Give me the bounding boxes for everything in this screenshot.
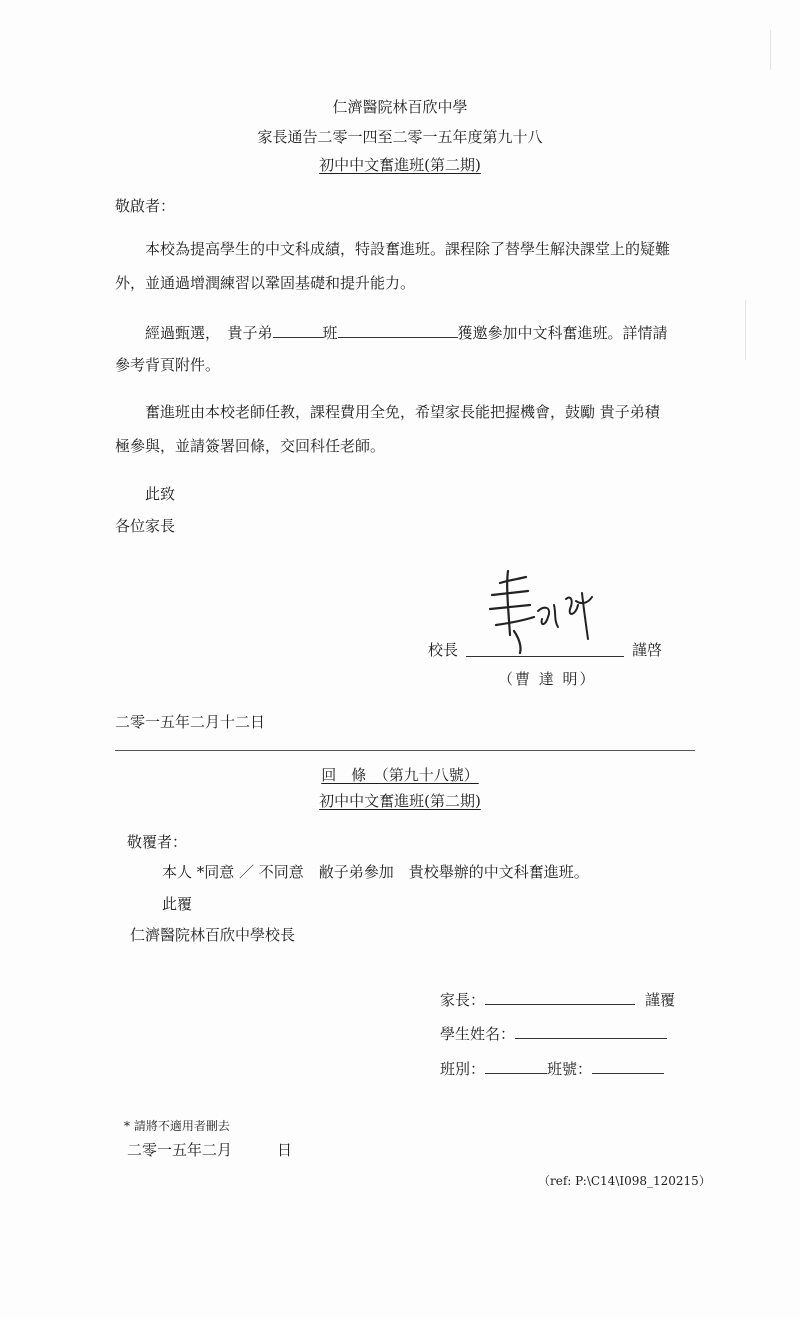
invitation-text: 獲邀參加中文科奮進班。詳情請	[457, 324, 668, 342]
reply-subject: 初中中文奮進班(第二期)	[319, 792, 481, 810]
principal-suffix: 謹啓	[632, 641, 663, 659]
scan-mark	[770, 30, 771, 70]
paragraph-2-line-1	[145, 321, 668, 343]
principal-name: （曹 達 明）	[498, 670, 597, 688]
class-field-label: 班別：	[440, 1060, 486, 1078]
parent-signature-field[interactable]	[485, 988, 635, 1005]
parent-suffix: 謹覆	[645, 991, 676, 1009]
paragraph-3-line-1: 奮進班由本校老師任教，課程費用全免，希望家長能把握機會，鼓勵 貴子弟積	[145, 403, 660, 421]
salutation: 敬啟者：	[115, 197, 176, 215]
paragraph-1-line-1: 本校為提高學生的中文科成績，特設奮進班。課程除了替學生解決課堂上的疑難	[145, 240, 671, 258]
reference-code: （ref: P:\C14\I098_120215）	[538, 1174, 711, 1188]
selection-text: 經過甄選， 貴子弟	[145, 324, 273, 342]
reply-salutation: 敬覆者：	[127, 833, 188, 851]
parent-label: 家長：	[440, 991, 486, 1009]
class-label: 班	[322, 324, 338, 342]
tear-line	[115, 750, 695, 751]
student-name-row	[440, 1022, 667, 1044]
reply-title: 回 條 （第九十八號）	[321, 766, 479, 784]
reply-statement: 本人 *同意 ／ 不同意 敝子弟參加 貴校舉辦的中文科奮進班。	[162, 863, 589, 881]
school-name: 仁濟醫院林百欣中學	[332, 98, 468, 116]
footnote: * 請將不適用者刪去	[124, 1119, 230, 1133]
paragraph-3-line-2: 極參與，並請簽署回條，交回科任老師。	[115, 437, 386, 455]
number-field-label: 班號：	[547, 1060, 593, 1078]
notice-number: 家長通告二零一四至二零一五年度第九十八	[257, 128, 543, 146]
principal-label: 校長	[428, 641, 459, 659]
number-field[interactable]	[592, 1057, 664, 1074]
class-field[interactable]	[485, 1057, 547, 1074]
reply-addressee: 仁濟醫院林百欣中學校長	[130, 926, 296, 944]
class-number-row	[440, 1057, 664, 1079]
notice-subject: 初中中文奮進班(第二期)	[319, 156, 481, 174]
student-label: 學生姓名：	[440, 1025, 516, 1043]
closing: 此致	[145, 485, 176, 503]
signature-line	[466, 640, 624, 662]
name-blank[interactable]	[338, 321, 458, 338]
letter-date: 二零一五年二月十二日	[115, 713, 266, 731]
addressee: 各位家長	[115, 517, 176, 535]
parent-signature-row	[440, 988, 675, 1010]
scan-mark	[745, 300, 746, 360]
student-name-field[interactable]	[515, 1022, 667, 1039]
reply-closing: 此覆	[162, 895, 193, 913]
paragraph-2-line-2: 參考背頁附件。	[115, 356, 221, 374]
reply-date: 二零一五年二月 日	[127, 1141, 293, 1159]
paragraph-1-line-2: 外，並通過增潤練習以鞏固基礎和提升能力。	[115, 274, 416, 292]
class-blank[interactable]	[273, 321, 323, 338]
